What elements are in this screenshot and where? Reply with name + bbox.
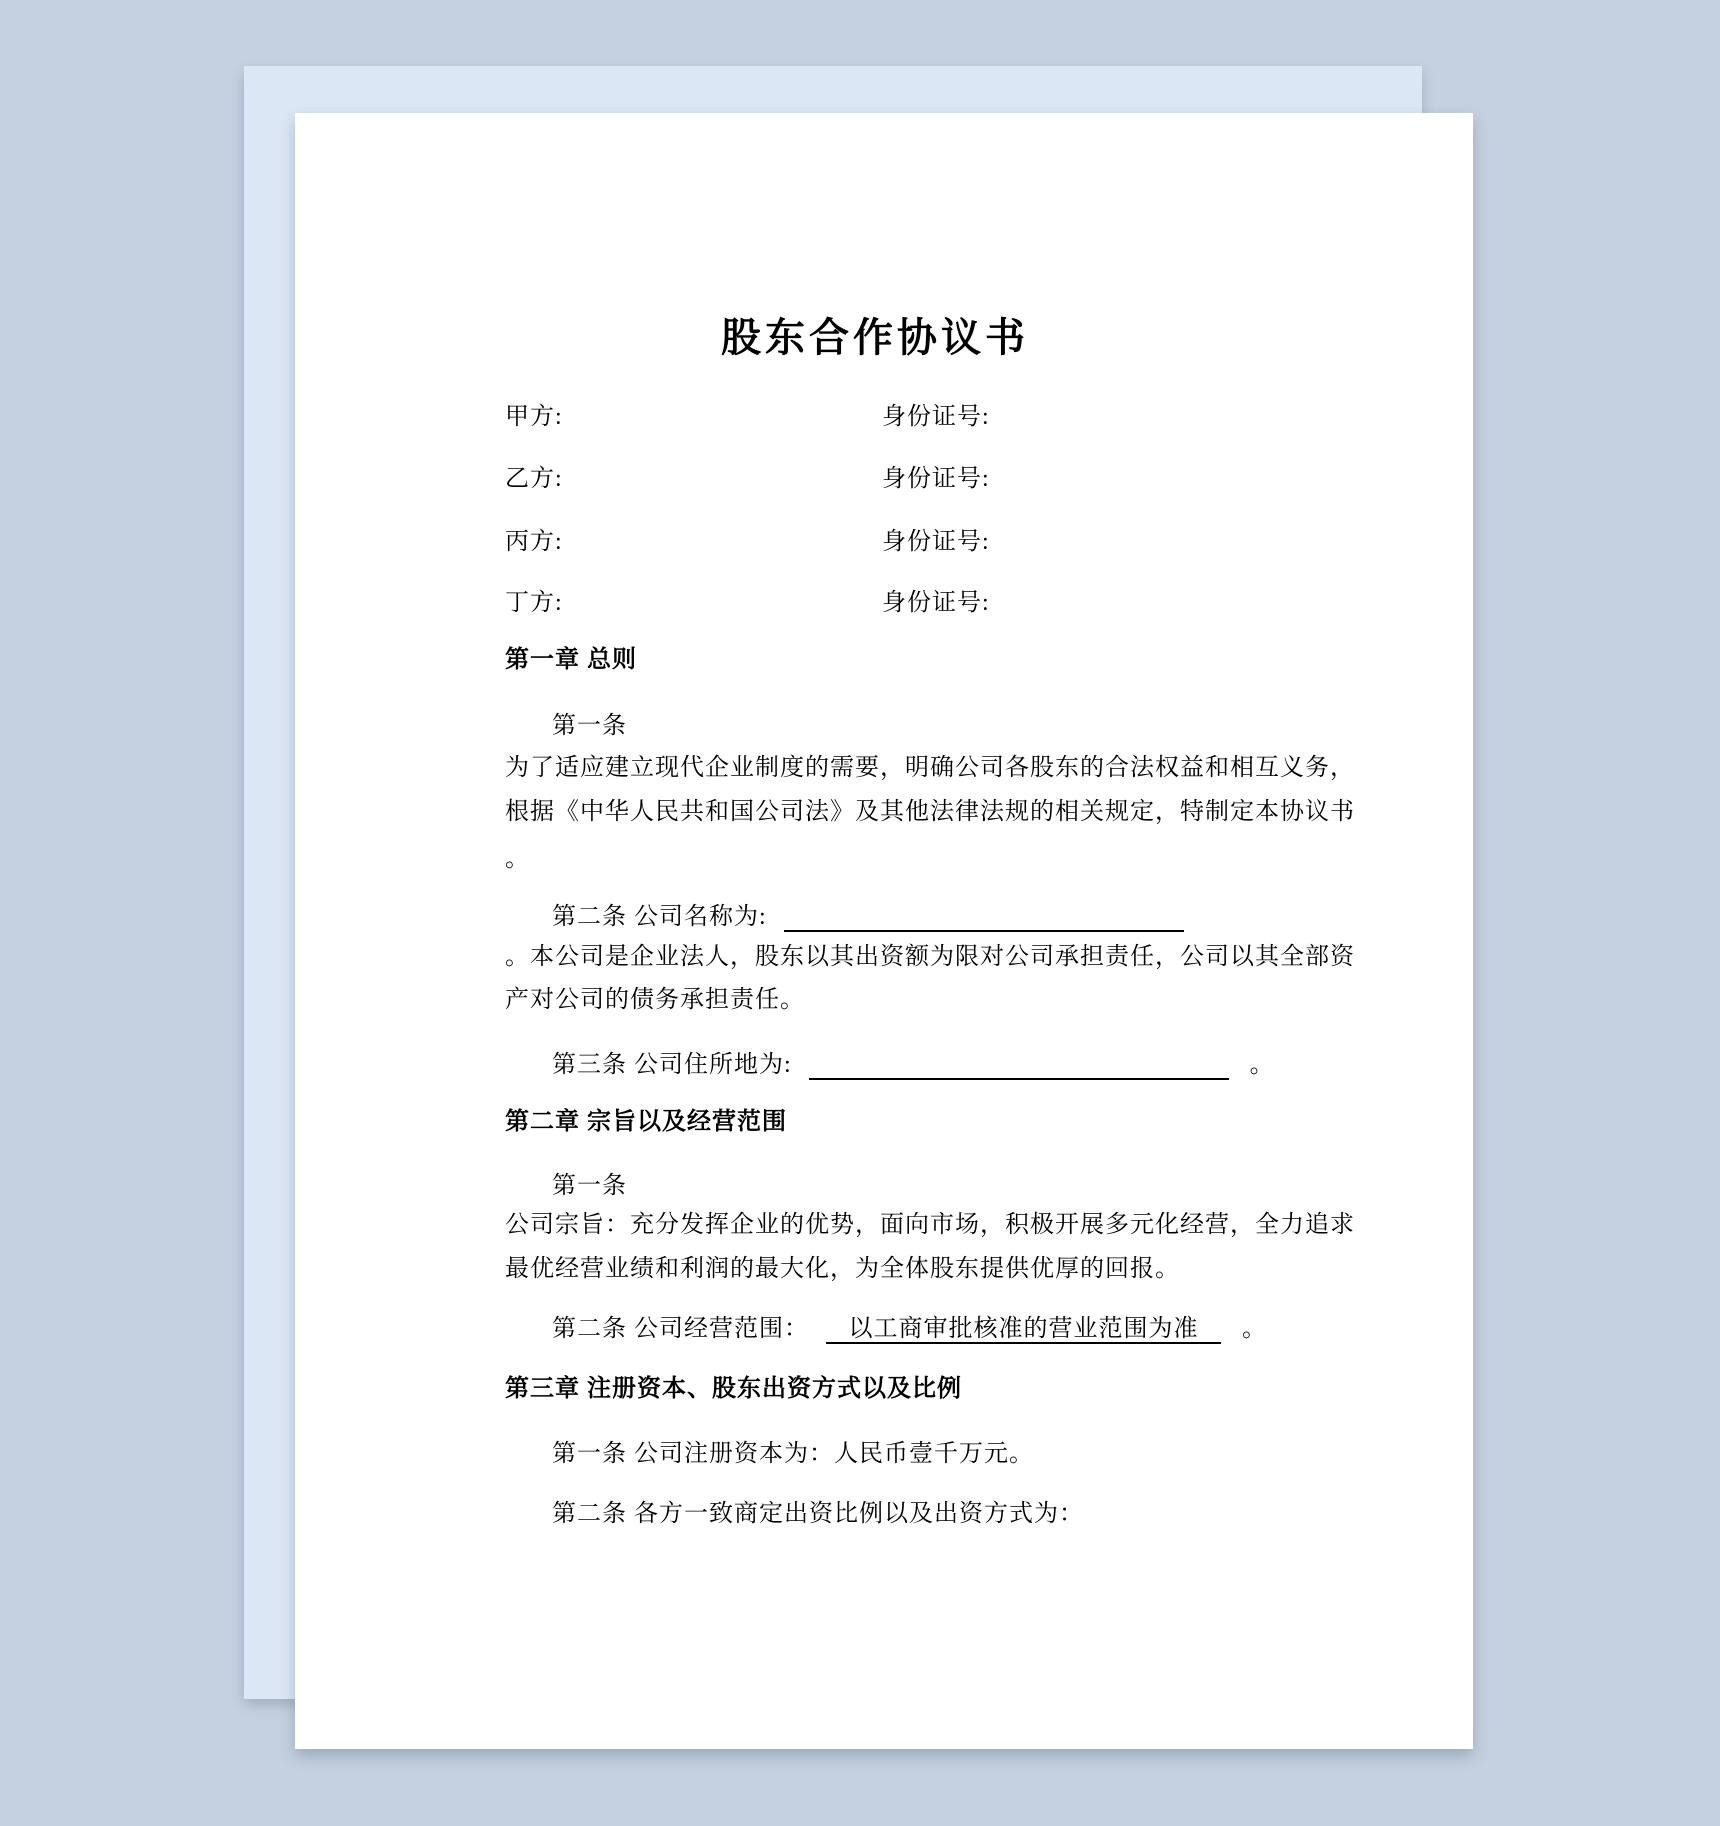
chapter1-article3-line xyxy=(505,1051,1275,1080)
doc-line: 为了适应建立现代企业制度的需要，明确公司各股东的合法权益和相互义务， xyxy=(505,755,1355,781)
period-after-blank: 。 xyxy=(1249,1052,1275,1079)
party-id-label: 身份证号: xyxy=(882,466,990,492)
doc-line: 根据《中华人民共和国公司法》及其他法律法规的相关规定，特制定本协议书 xyxy=(505,799,1355,825)
doc-line: 公司宗旨：充分发挥企业的优势，面向市场，积极开展多元化经营，全力追求 xyxy=(505,1212,1355,1238)
chapter2-heading: 第二章 宗旨以及经营范围 xyxy=(505,1109,787,1135)
period-after-blank: 。 xyxy=(1242,1316,1267,1343)
party-id-label: 身份证号: xyxy=(882,404,990,430)
chapter3-article1-line: 第一条 公司注册资本为：人民币壹千万元。 xyxy=(552,1441,1034,1467)
document-title: 股东合作协议书 xyxy=(721,315,1029,360)
party-name-label: 丙方: xyxy=(505,529,563,555)
document-page xyxy=(295,113,1473,1749)
chapter1-article1-label: 第一条 xyxy=(552,713,627,739)
party-row-ding xyxy=(505,589,1245,618)
fill-in-blank-company-address xyxy=(809,1051,1229,1080)
party-name-label: 乙方: xyxy=(505,466,563,492)
party-row-yi xyxy=(505,465,1245,494)
doc-line: 。本公司是企业法人，股东以其出资额为限对公司承担责任，公司以其全部资 xyxy=(505,944,1355,970)
doc-line: 最优经营业绩和利润的最大化，为全体股东提供优厚的回报。 xyxy=(505,1256,1180,1282)
party-id-label: 身份证号: xyxy=(882,590,990,616)
chapter2-article2-line xyxy=(505,1315,1267,1344)
party-id-label: 身份证号: xyxy=(882,529,990,555)
company-address-label: 第三条 公司住所地为: xyxy=(552,1052,792,1079)
party-row-jia xyxy=(505,403,1245,432)
doc-line: 。 xyxy=(505,846,530,872)
fill-in-blank-business-scope: 以工商审批核准的营业范围为准 xyxy=(826,1315,1221,1344)
doc-line: 产对公司的债务承担责任。 xyxy=(505,987,805,1013)
company-name-label: 第二条 公司名称为: xyxy=(552,904,767,931)
business-scope-label: 第二条 公司经营范围： xyxy=(552,1316,809,1343)
chapter3-heading: 第三章 注册资本、股东出资方式以及比例 xyxy=(505,1376,962,1402)
chapter3-article2-line: 第二条 各方一致商定出资比例以及出资方式为： xyxy=(552,1501,1084,1527)
party-name-label: 丁方: xyxy=(505,590,563,616)
fill-in-blank-company-name xyxy=(784,903,1184,932)
chapter2-article1-label: 第一条 xyxy=(552,1173,627,1199)
chapter1-heading: 第一章 总则 xyxy=(505,647,637,673)
party-row-bing xyxy=(505,528,1245,557)
party-name-label: 甲方: xyxy=(505,404,563,430)
chapter1-article2-line xyxy=(505,903,1184,932)
